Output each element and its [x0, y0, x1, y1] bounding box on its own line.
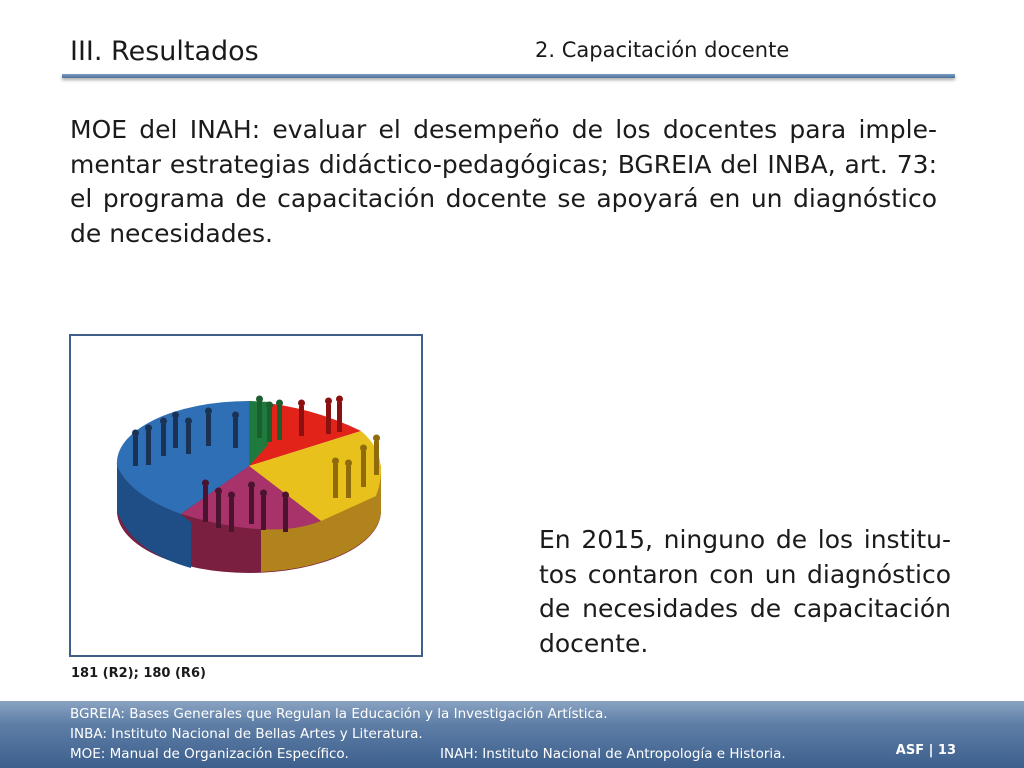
footer-line-inah: INAH: Instituto Nacional de Antropología e Historia.	[440, 746, 786, 762]
footer-line-bgreia: BGREIA: Bases Generales que Regulan la Educación y la Investigación Artística.	[70, 706, 608, 722]
footer-line-moe: MOE: Manual de Organización Específico.	[70, 746, 349, 762]
people-on-pie-chart-illustration	[71, 336, 421, 655]
slide-subtitle: 2. Capacitación docente	[535, 38, 790, 62]
slide-title: III. Resultados	[70, 36, 259, 67]
side-paragraph: En 2015, ninguno de los institu-tos contaron con un diagnóstico de necesidades de capacitación docente.	[539, 525, 951, 658]
main-paragraph: MOE del INAH: evaluar el desempeño de los docentes para imple-mentar estrategias didáctico-pedagógicas; BGREIA del INBA, art. 73: el programa de capacitación docente se apoyará en un diagnóstico de necesidades.	[70, 115, 937, 248]
page-number-label: ASF | 13	[895, 743, 956, 758]
title-divider	[62, 74, 955, 78]
footer-line-inba: INBA: Instituto Nacional de Bellas Artes y Literatura.	[70, 726, 423, 742]
image-caption: 181 (R2); 180 (R6)	[71, 666, 206, 681]
pie-chart-people-image	[69, 334, 423, 657]
